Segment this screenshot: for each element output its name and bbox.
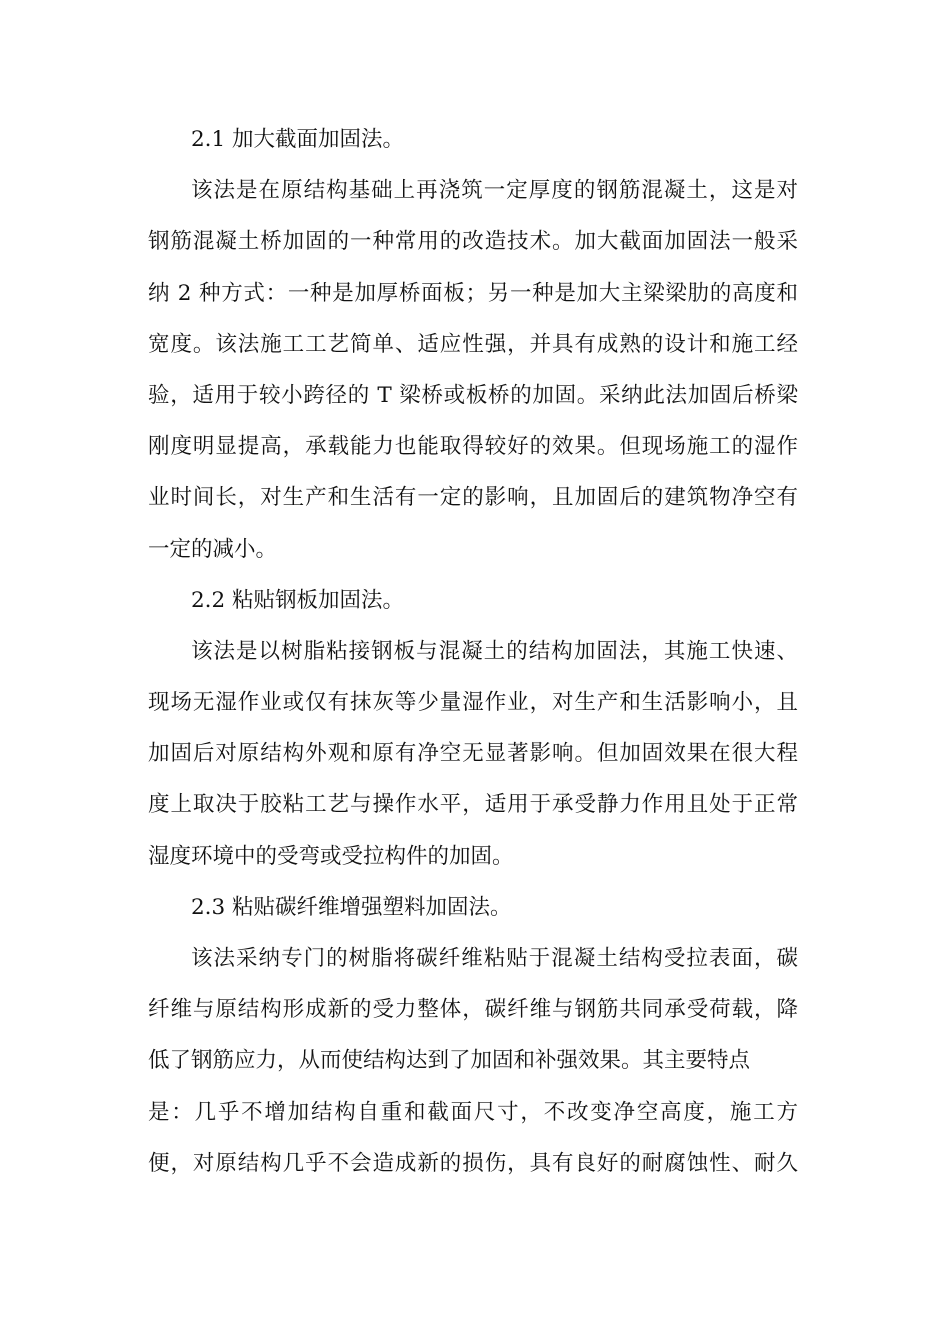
paragraph-first-line: 该法是以树脂粘接钢板与混凝土的结构加固法，其施工快速、: [191, 638, 798, 664]
paragraph-line: 是：几乎不增加结构自重和截面尺寸，不改变净空高度，施工方: [148, 1099, 798, 1125]
paragraph-line: 纳 2 种方式：一种是加厚桥面板；另一种是加大主梁梁肋的高度和: [148, 280, 798, 306]
paragraph-first-line: 该法采纳专门的树脂将碳纤维粘贴于混凝土结构受拉表面，碳: [191, 946, 798, 971]
paragraph-line: 低了钢筋应力，从而使结构达到了加固和补强效果。其主要特点: [148, 1048, 751, 1074]
paragraph-line: 纤维与原结构形成新的受力整体，碳纤维与钢筋共同承受荷载，降: [148, 997, 798, 1023]
paragraph-line: 度上取决于胶粘工艺与操作水平，适用于承受静力作用且处于正常: [148, 792, 798, 818]
paragraph-line: 现场无湿作业或仅有抹灰等少量湿作业，对生产和生活影响小，且: [148, 690, 798, 716]
document-body: [148, 114, 798, 1189]
paragraph-line: 湿度环境中的受弯或受拉构件的加固。: [148, 843, 514, 869]
paragraph-first-line: 2.3 粘贴碳纤维增强塑料加固法。: [191, 894, 512, 920]
paragraph-line: 加固后对原结构外观和原有净空无显著影响。但加固效果在很大程: [148, 741, 798, 767]
paragraph-line: 验，适用于较小跨径的 T 梁桥或板桥的加固。采纳此法加固后桥梁: [148, 382, 798, 408]
paragraph-line: 一定的减小。: [148, 536, 278, 562]
paragraph-first-line: 2.1 加大截面加固法。: [191, 127, 405, 152]
paragraph-line: 便，对原结构几乎不会造成新的损伤，具有良好的耐腐蚀性、耐久: [148, 1150, 798, 1176]
paragraph-line: 宽度。该法施工工艺简单、适应性强，并具有成熟的设计和施工经: [148, 331, 798, 357]
paragraph-line: 刚度明显提高，承载能力也能取得较好的效果。但现场施工的湿作: [148, 434, 798, 460]
paragraph-line: 钢筋混凝土桥加固的一种常用的改造技术。加大截面加固法一般采: [148, 229, 798, 255]
paragraph-line: 业时间长，对生产和生活有一定的影响，且加固后的建筑物净空有: [148, 485, 798, 511]
paragraph-first-line: 该法是在原结构基础上再浇筑一定厚度的钢筋混凝土，这是对: [191, 178, 798, 204]
paragraph-first-line: 2.2 粘贴钢板加固法。: [191, 587, 405, 613]
